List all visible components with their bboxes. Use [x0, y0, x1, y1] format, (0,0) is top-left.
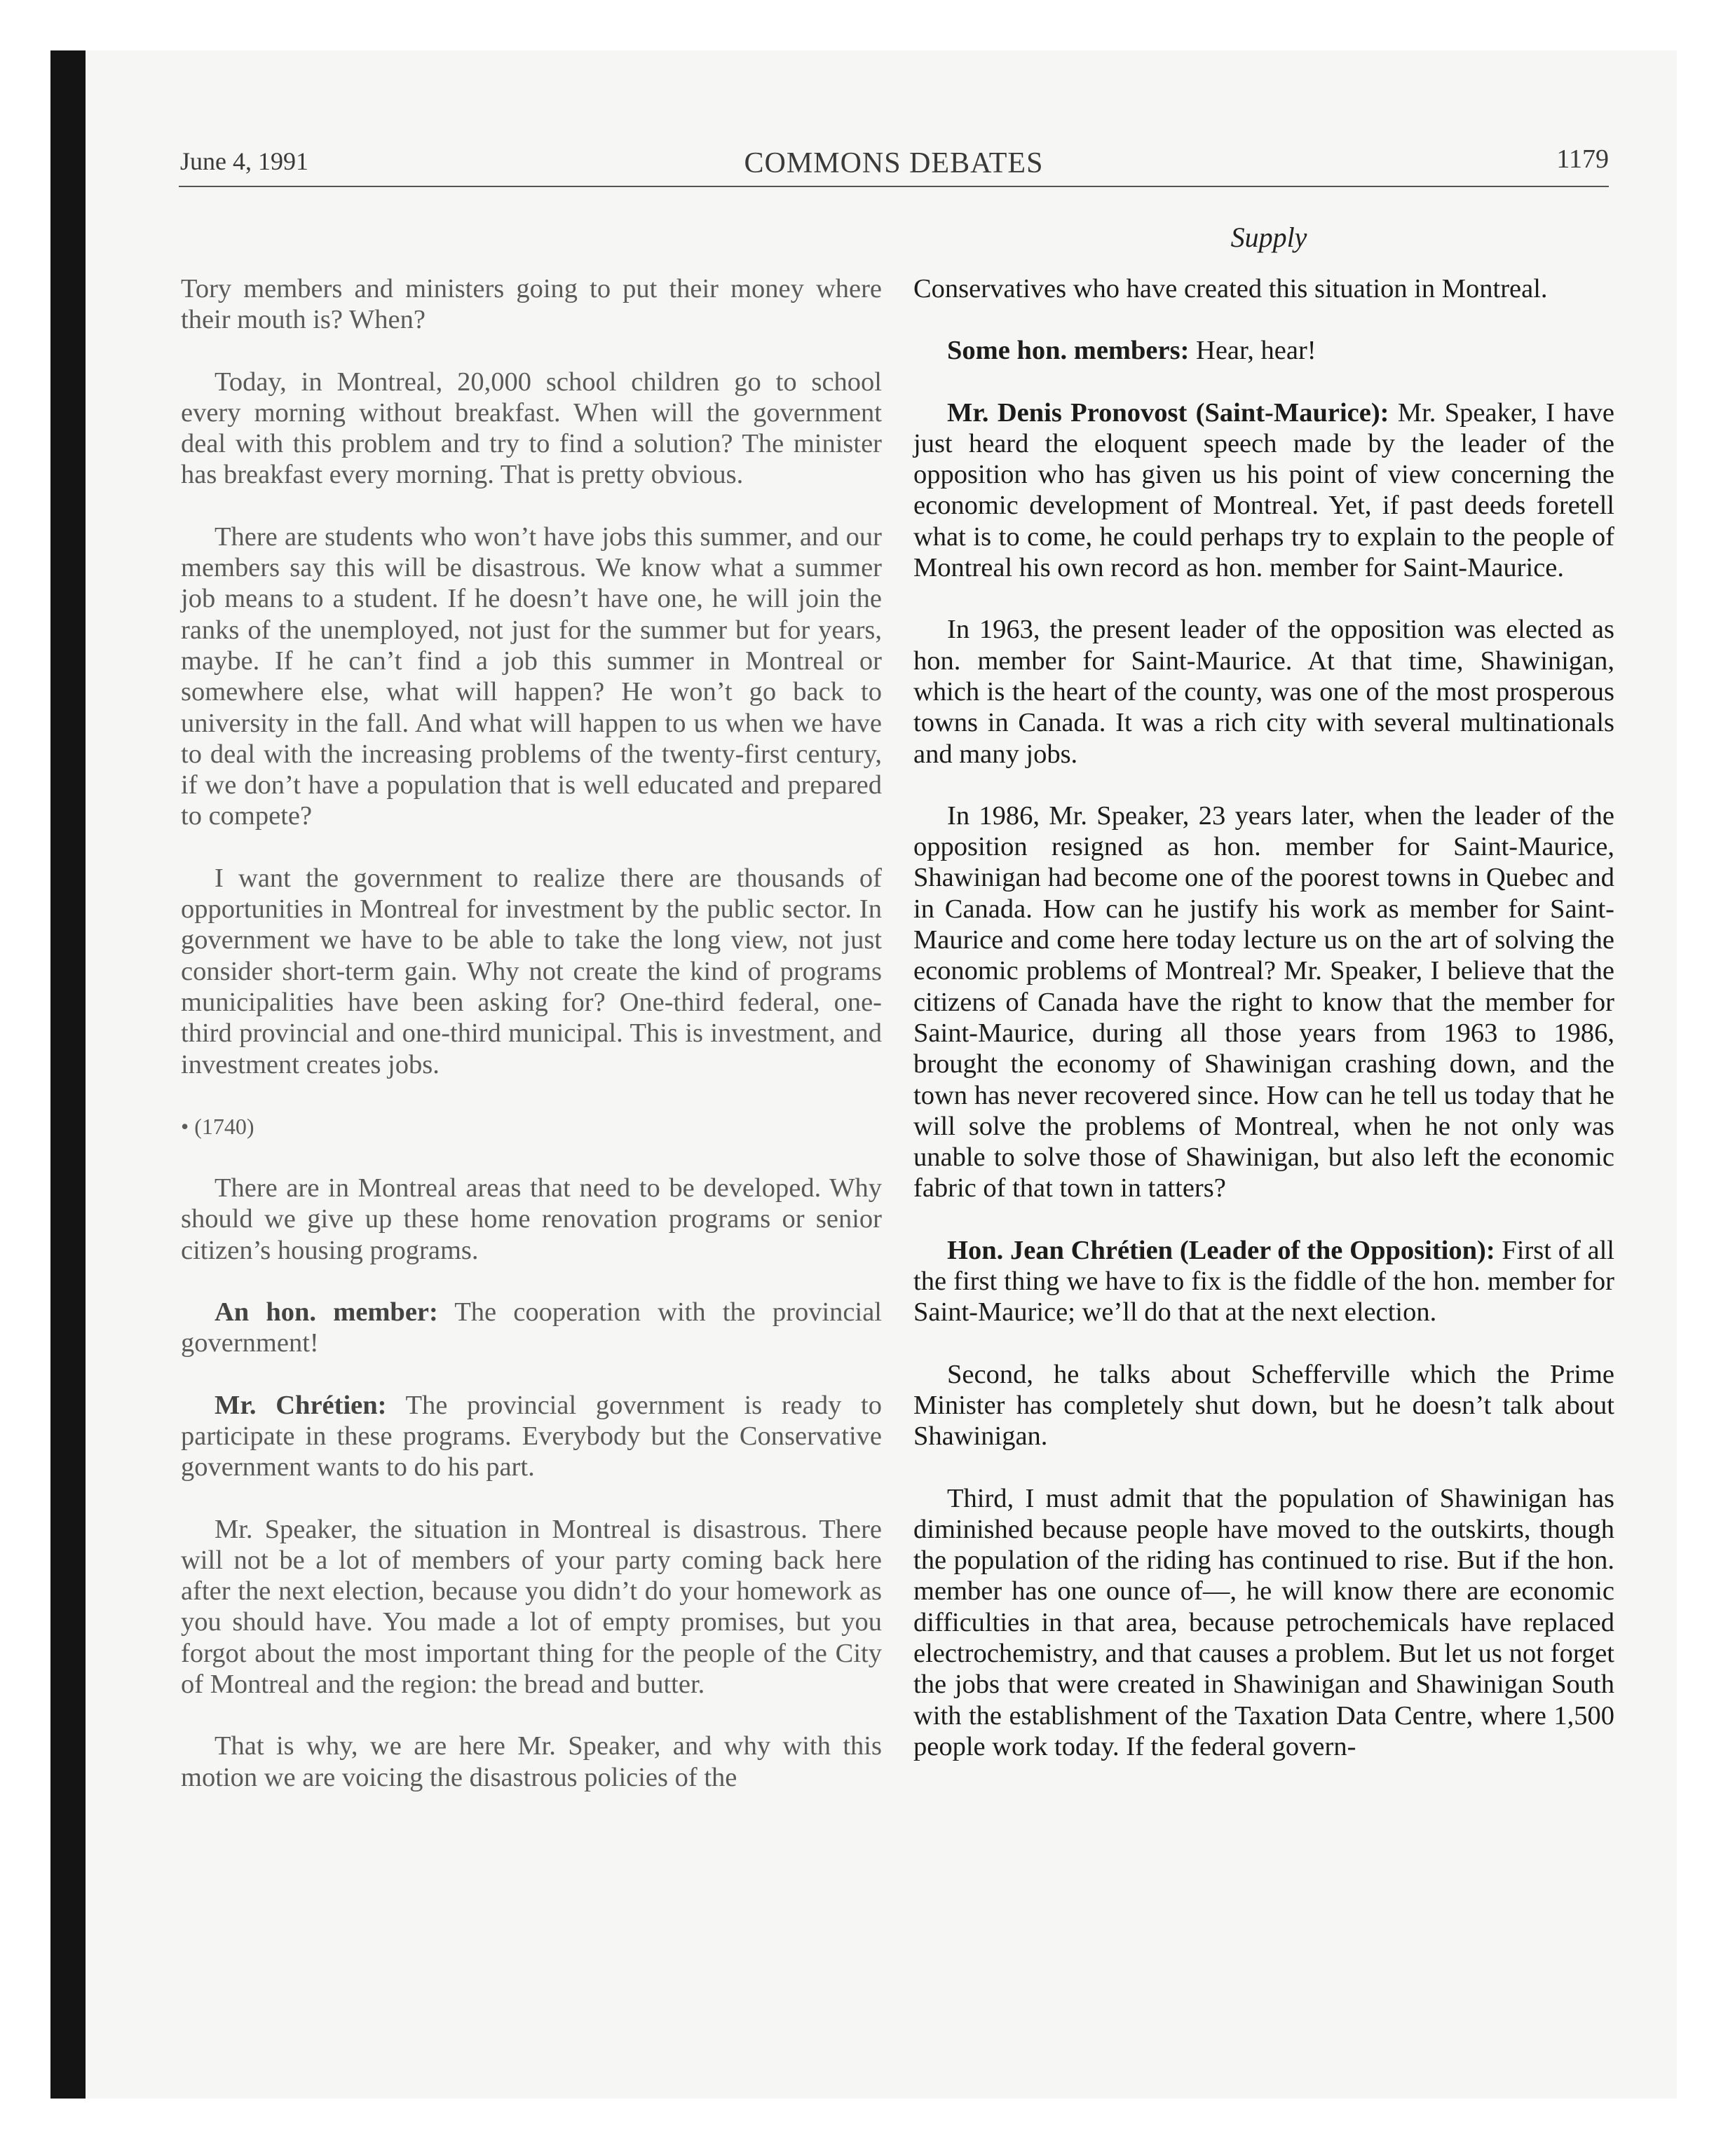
- paragraph: That is why, we are here Mr. Speaker, and why with this motion we are voicing the disastrous policies of the: [181, 1731, 882, 1792]
- speaker-name: Mr. Chrétien:: [215, 1390, 387, 1420]
- speaker-name: Some hon. members:: [947, 336, 1190, 366]
- speech-text: First of all the first thing we have to fix is the fiddle of the hon. member for Saint-Maurice; we’ll do that at the next election.: [913, 1235, 1614, 1328]
- running-header: [179, 144, 1609, 187]
- paragraph: There are in Montreal areas that need to be developed. Why should we give up these home renovation programs or senior citizen’s housing programs.: [181, 1173, 882, 1265]
- paragraph: In 1963, the present leader of the opposition was elected as hon. member for Saint-Maurice. At that time, Shawinigan, which is the heart of the county, was one of the most prosperous towns in Canada. It was a rich city with several multinationals and many jobs.: [913, 615, 1614, 769]
- section-heading: Supply: [1230, 221, 1307, 253]
- speech-text: Mr. Speaker, I have just heard the eloquent speech made by the leader of the opposition who has given us his point of view concerning the economic development of Montreal. Yet, if past deeds foretell what is to come, he could perhaps try to explain to the people of Montreal his own record as hon. member for Saint-Maurice.: [913, 397, 1614, 583]
- header-title: COMMONS DEBATES: [744, 147, 1044, 179]
- binding-edge: [50, 50, 86, 2099]
- left-column: [181, 273, 882, 1793]
- header-date: June 4, 1991: [180, 147, 308, 175]
- paragraph: Third, I must admit that the population of Shawinigan has diminished because people have moved to the outskirts, though the population of the riding has continued to rise. But if the hon. member has one ounce of—, he will know there are economic difficulties in that area, because petrochemicals have replaced electrochemistry, and that causes a problem. But let us not forget the jobs that were created in Shawinigan and Shawinigan South with the establishment of the Taxation Data Centre, where 1,500 people work today. If the federal govern-: [913, 1483, 1614, 1761]
- paragraph: Conservatives who have created this situation in Montreal.: [913, 274, 1548, 303]
- speech-text: The provincial government is ready to participate in these programs. Everybody but the Conservative government wants to do his part.: [181, 1390, 883, 1482]
- paragraph: In 1986, Mr. Speaker, 23 years later, when the leader of the opposition resigned as hon. member for Saint-Maurice, Shawinigan had become one of the poorest towns in Quebec and in Canada. How can he justify his work as member for Saint-Maurice and come here today lecture us on the art of solving the economic problems of Montreal? Mr. Speaker, I believe that the citizens of Canada have the right to know that the member for Saint-Maurice, during all those years from 1963 to 1986, brought the economy of Shawinigan crashing down, and the town has never recovered since. How can he tell us today that he will solve the problems of Montreal, when he not only was unable to solve those of Shawinigan, but also left the economic fabric of that town in tatters?: [913, 800, 1614, 1203]
- speech-text: The cooperation with the provincial government!: [181, 1297, 882, 1358]
- speaker-name: An hon. member:: [215, 1297, 438, 1328]
- time-marker: • (1740): [181, 1113, 254, 1139]
- paragraph: [181, 1297, 882, 1359]
- right-column: [913, 273, 1614, 1762]
- paragraph: Second, he talks about Schefferville which the Prime Minister has completely shut down, but he doesn’t talk about Shawinigan.: [913, 1359, 1614, 1452]
- paragraph: [913, 397, 1614, 584]
- page-number: 1179: [1556, 144, 1609, 174]
- paragraph: [181, 1390, 882, 1483]
- speech-text: Hear, hear!: [1189, 336, 1316, 366]
- paragraph: I want the government to realize there are thousands of opportunities in Montreal for investment by the public sector. In government we have to be able to take the long view, not just consider short-term gain. Why not create the kind of programs municipalities have been asking for? One-third federal, one-third provincial and one-third municipal. This is investment, and investment creates jobs.: [181, 863, 882, 1079]
- paragraph: Tory members and ministers going to put their money where their mouth is? When?: [181, 274, 882, 335]
- paragraph: [913, 335, 1614, 366]
- speaker-name: Hon. Jean Chrétien (Leader of the Opposition):: [947, 1235, 1495, 1265]
- paragraph: [913, 1235, 1614, 1328]
- paragraph: Mr. Speaker, the situation in Montreal is disastrous. There will not be a lot of members of your party coming back here after the next election, because you didn’t do your homework as you should have. You made a lot of empty promises, but you forgot about the most important thing for the people of the City of Montreal and the region: the bread and butter.: [181, 1514, 882, 1699]
- paragraph: There are students who won’t have jobs this summer, and our members say this will be disastrous. We know what a summer job means to a student. If he doesn’t have one, he will join the ranks of the unemployed, not just for the summer but for years, maybe. If he can’t find a job this summer in Montreal or somewhere else, what will happen? He won’t go back to university in the fall. And what will happen to us when we have to deal with the increasing problems of the twenty-first century, if we don’t have a population that is well educated and prepared to compete?: [181, 521, 882, 831]
- paragraph: Today, in Montreal, 20,000 school children go to school every morning without breakfast. When will the government deal with this problem and try to find a solution? The minister has breakfast every morning. That is pretty obvious.: [181, 367, 882, 490]
- speaker-name: Mr. Denis Pronovost (Saint-Maurice):: [947, 397, 1389, 428]
